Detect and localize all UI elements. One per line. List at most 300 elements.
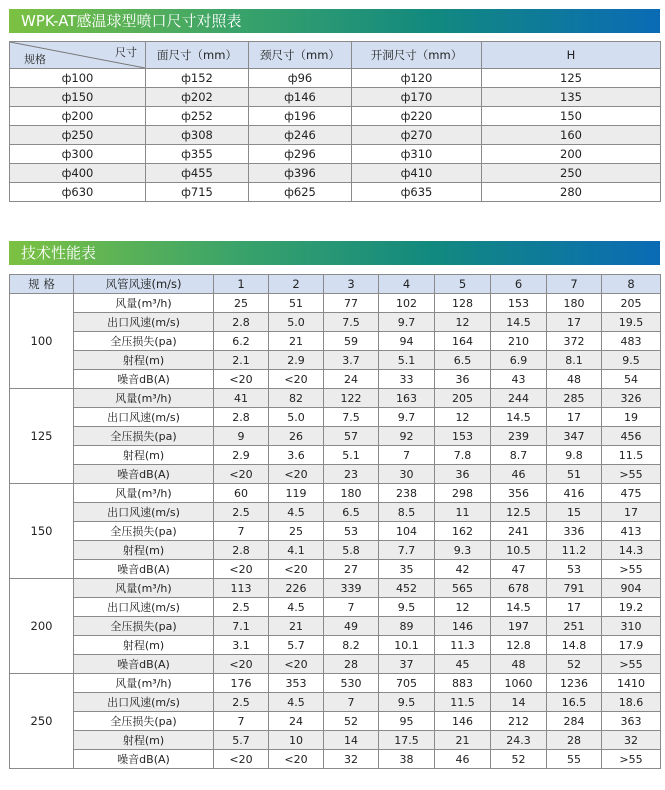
value-cell: <20 xyxy=(269,560,324,579)
performance-table xyxy=(9,274,661,769)
value-cell: <20 xyxy=(214,560,269,579)
value-cell: 28 xyxy=(324,655,379,674)
value-cell: 17 xyxy=(602,503,661,522)
param-name-cell: 噪音dB(A) xyxy=(74,370,214,389)
value-cell: 153 xyxy=(491,294,547,313)
performance-row xyxy=(10,408,661,427)
header-speed-2: 2 xyxy=(269,275,324,294)
value-cell: 11.5 xyxy=(602,446,661,465)
value-cell: 53 xyxy=(547,560,602,579)
value-cell: 14 xyxy=(491,693,547,712)
value-cell: 21 xyxy=(435,731,491,750)
header-hole-size: 开洞尺寸（mm） xyxy=(352,42,482,69)
value-cell: 10.1 xyxy=(379,636,435,655)
value-cell: 14 xyxy=(324,731,379,750)
performance-row xyxy=(10,636,661,655)
value-cell: 176 xyxy=(214,674,269,693)
param-name-cell: 风量(m³/h) xyxy=(74,674,214,693)
value-cell: 19 xyxy=(602,408,661,427)
value-cell: 163 xyxy=(379,389,435,408)
value-cell: 9.7 xyxy=(379,408,435,427)
value-cell: >55 xyxy=(602,465,661,484)
value-cell: 6.5 xyxy=(324,503,379,522)
param-name-cell: 射程(m) xyxy=(74,636,214,655)
value-cell: 8.2 xyxy=(324,636,379,655)
value-cell: 51 xyxy=(269,294,324,313)
value-cell: 7.5 xyxy=(324,313,379,332)
value-cell: 5.7 xyxy=(269,636,324,655)
value-cell: 14.5 xyxy=(491,598,547,617)
value-cell: 18.6 xyxy=(602,693,661,712)
value-cell: 705 xyxy=(379,674,435,693)
value-cell: 28 xyxy=(547,731,602,750)
value-cell: 59 xyxy=(324,332,379,351)
value-cell: 36 xyxy=(435,465,491,484)
param-name-cell: 出口风速(m/s) xyxy=(74,598,214,617)
value-cell: >55 xyxy=(602,655,661,674)
value-cell: 372 xyxy=(547,332,602,351)
value-cell: 1236 xyxy=(547,674,602,693)
performance-row xyxy=(10,370,661,389)
dimension-row xyxy=(10,126,661,145)
value-cell: 153 xyxy=(435,427,491,446)
value-cell: 104 xyxy=(379,522,435,541)
value-cell: 2.8 xyxy=(214,408,269,427)
value-cell: 9.3 xyxy=(435,541,491,560)
corner-header-cell xyxy=(10,42,146,69)
performance-row xyxy=(10,294,661,313)
value-cell: 16.5 xyxy=(547,693,602,712)
hole-size-cell: ф170 xyxy=(352,88,482,107)
h-cell: 150 xyxy=(482,107,661,126)
value-cell: <20 xyxy=(269,370,324,389)
neck-size-cell: ф625 xyxy=(249,183,352,202)
header-h: H xyxy=(482,42,661,69)
performance-row xyxy=(10,541,661,560)
value-cell: 2.8 xyxy=(214,313,269,332)
value-cell: 17 xyxy=(547,313,602,332)
performance-row xyxy=(10,389,661,408)
value-cell: 42 xyxy=(435,560,491,579)
value-cell: <20 xyxy=(214,370,269,389)
spec-cell: 150 xyxy=(10,484,74,579)
dimension-row xyxy=(10,107,661,126)
performance-row xyxy=(10,427,661,446)
value-cell: 9 xyxy=(214,427,269,446)
value-cell: 60 xyxy=(214,484,269,503)
value-cell: 8.5 xyxy=(379,503,435,522)
value-cell: <20 xyxy=(214,750,269,769)
value-cell: 251 xyxy=(547,617,602,636)
value-cell: 678 xyxy=(491,579,547,598)
value-cell: 17.9 xyxy=(602,636,661,655)
value-cell: 15 xyxy=(547,503,602,522)
value-cell: 310 xyxy=(602,617,661,636)
value-cell: 241 xyxy=(491,522,547,541)
value-cell: 33 xyxy=(379,370,435,389)
value-cell: 7.5 xyxy=(324,408,379,427)
value-cell: 1410 xyxy=(602,674,661,693)
value-cell: 21 xyxy=(269,617,324,636)
value-cell: 2.1 xyxy=(214,351,269,370)
value-cell: 7 xyxy=(324,598,379,617)
performance-row xyxy=(10,579,661,598)
value-cell: 5.8 xyxy=(324,541,379,560)
param-name-cell: 风量(m³/h) xyxy=(74,484,214,503)
value-cell: 7.1 xyxy=(214,617,269,636)
h-cell: 135 xyxy=(482,88,661,107)
neck-size-cell: ф296 xyxy=(249,145,352,164)
value-cell: 52 xyxy=(491,750,547,769)
value-cell: 413 xyxy=(602,522,661,541)
value-cell: 205 xyxy=(602,294,661,313)
value-cell: 2.8 xyxy=(214,541,269,560)
header-spec: 规 格 xyxy=(10,275,74,294)
spec-group-125 xyxy=(10,389,661,484)
value-cell: 7.7 xyxy=(379,541,435,560)
hole-size-cell: ф120 xyxy=(352,69,482,88)
spec-group-100 xyxy=(10,294,661,389)
param-name-cell: 射程(m) xyxy=(74,541,214,560)
value-cell: 41 xyxy=(214,389,269,408)
value-cell: 244 xyxy=(491,389,547,408)
value-cell: 52 xyxy=(324,712,379,731)
value-cell: 9.7 xyxy=(379,313,435,332)
value-cell: <20 xyxy=(269,465,324,484)
value-cell: 12.8 xyxy=(491,636,547,655)
value-cell: <20 xyxy=(214,655,269,674)
neck-size-cell: ф146 xyxy=(249,88,352,107)
neck-size-cell: ф246 xyxy=(249,126,352,145)
param-name-cell: 出口风速(m/s) xyxy=(74,693,214,712)
spec-cell: ф150 xyxy=(10,88,146,107)
header-speed-8: 8 xyxy=(602,275,661,294)
value-cell: 47 xyxy=(491,560,547,579)
value-cell: 7 xyxy=(214,522,269,541)
header-face-size: 面尺寸（mm） xyxy=(146,42,249,69)
performance-row xyxy=(10,332,661,351)
value-cell: 52 xyxy=(547,655,602,674)
neck-size-cell: ф396 xyxy=(249,164,352,183)
value-cell: 113 xyxy=(214,579,269,598)
performance-row xyxy=(10,731,661,750)
value-cell: 146 xyxy=(435,712,491,731)
value-cell: 9.5 xyxy=(379,693,435,712)
value-cell: 180 xyxy=(324,484,379,503)
performance-row xyxy=(10,598,661,617)
header-speed-4: 4 xyxy=(379,275,435,294)
spec-group-150 xyxy=(10,484,661,579)
value-cell: 27 xyxy=(324,560,379,579)
param-name-cell: 噪音dB(A) xyxy=(74,750,214,769)
value-cell: 9.5 xyxy=(379,598,435,617)
value-cell: 10 xyxy=(269,731,324,750)
value-cell: 483 xyxy=(602,332,661,351)
value-cell: 119 xyxy=(269,484,324,503)
value-cell: 24.3 xyxy=(491,731,547,750)
value-cell: 89 xyxy=(379,617,435,636)
value-cell: 6.2 xyxy=(214,332,269,351)
value-cell: 356 xyxy=(491,484,547,503)
value-cell: <20 xyxy=(214,465,269,484)
dimension-row xyxy=(10,164,661,183)
h-cell: 280 xyxy=(482,183,661,202)
face-size-cell: ф308 xyxy=(146,126,249,145)
param-name-cell: 出口风速(m/s) xyxy=(74,503,214,522)
h-cell: 125 xyxy=(482,69,661,88)
spec-group-200 xyxy=(10,579,661,674)
performance-row xyxy=(10,503,661,522)
value-cell: 7 xyxy=(324,693,379,712)
value-cell: 82 xyxy=(269,389,324,408)
value-cell: >55 xyxy=(602,560,661,579)
h-cell: 200 xyxy=(482,145,661,164)
value-cell: 791 xyxy=(547,579,602,598)
performance-row xyxy=(10,693,661,712)
value-cell: 21 xyxy=(269,332,324,351)
face-size-cell: ф152 xyxy=(146,69,249,88)
value-cell: 36 xyxy=(435,370,491,389)
spec-cell: 100 xyxy=(10,294,74,389)
value-cell: 24 xyxy=(269,712,324,731)
param-name-cell: 噪音dB(A) xyxy=(74,560,214,579)
h-cell: 160 xyxy=(482,126,661,145)
value-cell: 2.5 xyxy=(214,598,269,617)
value-cell: 3.1 xyxy=(214,636,269,655)
value-cell: 32 xyxy=(602,731,661,750)
value-cell: 5.7 xyxy=(214,731,269,750)
value-cell: 8.7 xyxy=(491,446,547,465)
value-cell: 565 xyxy=(435,579,491,598)
param-name-cell: 风量(m³/h) xyxy=(74,389,214,408)
value-cell: 298 xyxy=(435,484,491,503)
value-cell: 46 xyxy=(435,750,491,769)
value-cell: 46 xyxy=(491,465,547,484)
spec-cell: ф400 xyxy=(10,164,146,183)
value-cell: 24 xyxy=(324,370,379,389)
value-cell: 25 xyxy=(214,294,269,313)
value-cell: 5.1 xyxy=(379,351,435,370)
value-cell: 212 xyxy=(491,712,547,731)
value-cell: 17 xyxy=(547,598,602,617)
value-cell: 205 xyxy=(435,389,491,408)
value-cell: 164 xyxy=(435,332,491,351)
value-cell: 14.8 xyxy=(547,636,602,655)
param-name-cell: 全压损失(pa) xyxy=(74,617,214,636)
hole-size-cell: ф310 xyxy=(352,145,482,164)
performance-row xyxy=(10,465,661,484)
dimension-table-header xyxy=(10,42,661,69)
value-cell: 122 xyxy=(324,389,379,408)
value-cell: 6.5 xyxy=(435,351,491,370)
value-cell: 4.5 xyxy=(269,598,324,617)
value-cell: 238 xyxy=(379,484,435,503)
param-name-cell: 射程(m) xyxy=(74,731,214,750)
value-cell: 353 xyxy=(269,674,324,693)
value-cell: 38 xyxy=(379,750,435,769)
value-cell: 3.7 xyxy=(324,351,379,370)
spec-cell: 250 xyxy=(10,674,74,769)
spec-cell: ф630 xyxy=(10,183,146,202)
spec-label: 规格 xyxy=(24,53,46,66)
value-cell: 26 xyxy=(269,427,324,446)
value-cell: <20 xyxy=(269,750,324,769)
dimension-row xyxy=(10,183,661,202)
param-name-cell: 噪音dB(A) xyxy=(74,465,214,484)
performance-row xyxy=(10,560,661,579)
value-cell: 12 xyxy=(435,408,491,427)
value-cell: 6.9 xyxy=(491,351,547,370)
neck-size-cell: ф196 xyxy=(249,107,352,126)
performance-row xyxy=(10,655,661,674)
size-label: 尺寸 xyxy=(115,46,137,59)
value-cell: 35 xyxy=(379,560,435,579)
performance-row xyxy=(10,351,661,370)
value-cell: 14.5 xyxy=(491,313,547,332)
value-cell: 5.0 xyxy=(269,408,324,427)
value-cell: 452 xyxy=(379,579,435,598)
spec-cell: 200 xyxy=(10,579,74,674)
param-name-cell: 噪音dB(A) xyxy=(74,655,214,674)
value-cell: 3.6 xyxy=(269,446,324,465)
header-neck-size: 颈尺寸（mm） xyxy=(249,42,352,69)
value-cell: 7.8 xyxy=(435,446,491,465)
param-name-cell: 射程(m) xyxy=(74,351,214,370)
value-cell: 48 xyxy=(547,370,602,389)
header-speed-1: 1 xyxy=(214,275,269,294)
spec-cell: ф100 xyxy=(10,69,146,88)
dimension-table-title: WPK-AT感温球型喷口尺寸对照表 xyxy=(9,9,660,33)
value-cell: 197 xyxy=(491,617,547,636)
face-size-cell: ф202 xyxy=(146,88,249,107)
value-cell: 95 xyxy=(379,712,435,731)
value-cell: 9.5 xyxy=(602,351,661,370)
value-cell: 49 xyxy=(324,617,379,636)
value-cell: 17.5 xyxy=(379,731,435,750)
face-size-cell: ф252 xyxy=(146,107,249,126)
dimension-row xyxy=(10,69,661,88)
header-speed-7: 7 xyxy=(547,275,602,294)
value-cell: 45 xyxy=(435,655,491,674)
performance-table-title: 技术性能表 xyxy=(9,241,660,265)
param-name-cell: 出口风速(m/s) xyxy=(74,408,214,427)
value-cell: 30 xyxy=(379,465,435,484)
header-duct-velocity: 风管风速(m/s) xyxy=(74,275,214,294)
value-cell: 4.5 xyxy=(269,503,324,522)
value-cell: 19.5 xyxy=(602,313,661,332)
param-name-cell: 全压损失(pa) xyxy=(74,522,214,541)
value-cell: 456 xyxy=(602,427,661,446)
value-cell: 17 xyxy=(547,408,602,427)
param-name-cell: 射程(m) xyxy=(74,446,214,465)
hole-size-cell: ф270 xyxy=(352,126,482,145)
value-cell: 475 xyxy=(602,484,661,503)
spec-cell: ф250 xyxy=(10,126,146,145)
value-cell: 904 xyxy=(602,579,661,598)
value-cell: 883 xyxy=(435,674,491,693)
value-cell: 25 xyxy=(269,522,324,541)
dimension-row xyxy=(10,145,661,164)
value-cell: 14.5 xyxy=(491,408,547,427)
value-cell: 4.5 xyxy=(269,693,324,712)
value-cell: 92 xyxy=(379,427,435,446)
spec-cell: ф300 xyxy=(10,145,146,164)
performance-row xyxy=(10,484,661,503)
performance-row xyxy=(10,617,661,636)
value-cell: 2.5 xyxy=(214,503,269,522)
value-cell: 162 xyxy=(435,522,491,541)
performance-row xyxy=(10,313,661,332)
dimension-row xyxy=(10,88,661,107)
param-name-cell: 全压损失(pa) xyxy=(74,332,214,351)
param-name-cell: 风量(m³/h) xyxy=(74,579,214,598)
value-cell: 11.2 xyxy=(547,541,602,560)
value-cell: 7 xyxy=(379,446,435,465)
value-cell: 2.9 xyxy=(214,446,269,465)
value-cell: 339 xyxy=(324,579,379,598)
param-name-cell: 全压损失(pa) xyxy=(74,712,214,731)
performance-row xyxy=(10,712,661,731)
face-size-cell: ф715 xyxy=(146,183,249,202)
value-cell: >55 xyxy=(602,750,661,769)
value-cell: 363 xyxy=(602,712,661,731)
value-cell: 2.5 xyxy=(214,693,269,712)
value-cell: 210 xyxy=(491,332,547,351)
performance-table-header xyxy=(10,275,661,294)
value-cell: 239 xyxy=(491,427,547,446)
value-cell: 55 xyxy=(547,750,602,769)
value-cell: 57 xyxy=(324,427,379,446)
header-speed-6: 6 xyxy=(491,275,547,294)
value-cell: 19.2 xyxy=(602,598,661,617)
value-cell: 54 xyxy=(602,370,661,389)
value-cell: 226 xyxy=(269,579,324,598)
value-cell: 284 xyxy=(547,712,602,731)
face-size-cell: ф355 xyxy=(146,145,249,164)
value-cell: 2.9 xyxy=(269,351,324,370)
value-cell: 336 xyxy=(547,522,602,541)
value-cell: 10.5 xyxy=(491,541,547,560)
value-cell: 43 xyxy=(491,370,547,389)
value-cell: 37 xyxy=(379,655,435,674)
hole-size-cell: ф410 xyxy=(352,164,482,183)
header-speed-3: 3 xyxy=(324,275,379,294)
value-cell: 102 xyxy=(379,294,435,313)
value-cell: 530 xyxy=(324,674,379,693)
value-cell: 11.3 xyxy=(435,636,491,655)
value-cell: 5.1 xyxy=(324,446,379,465)
param-name-cell: 出口风速(m/s) xyxy=(74,313,214,332)
value-cell: 8.1 xyxy=(547,351,602,370)
value-cell: 416 xyxy=(547,484,602,503)
neck-size-cell: ф96 xyxy=(249,69,352,88)
param-name-cell: 全压损失(pa) xyxy=(74,427,214,446)
face-size-cell: ф455 xyxy=(146,164,249,183)
value-cell: 180 xyxy=(547,294,602,313)
performance-row xyxy=(10,674,661,693)
performance-row xyxy=(10,750,661,769)
value-cell: 9.8 xyxy=(547,446,602,465)
value-cell: 347 xyxy=(547,427,602,446)
performance-row xyxy=(10,522,661,541)
header-speed-5: 5 xyxy=(435,275,491,294)
value-cell: 12.5 xyxy=(491,503,547,522)
dimension-table xyxy=(9,41,661,202)
value-cell: 94 xyxy=(379,332,435,351)
value-cell: 4.1 xyxy=(269,541,324,560)
performance-row xyxy=(10,446,661,465)
value-cell: 7 xyxy=(214,712,269,731)
